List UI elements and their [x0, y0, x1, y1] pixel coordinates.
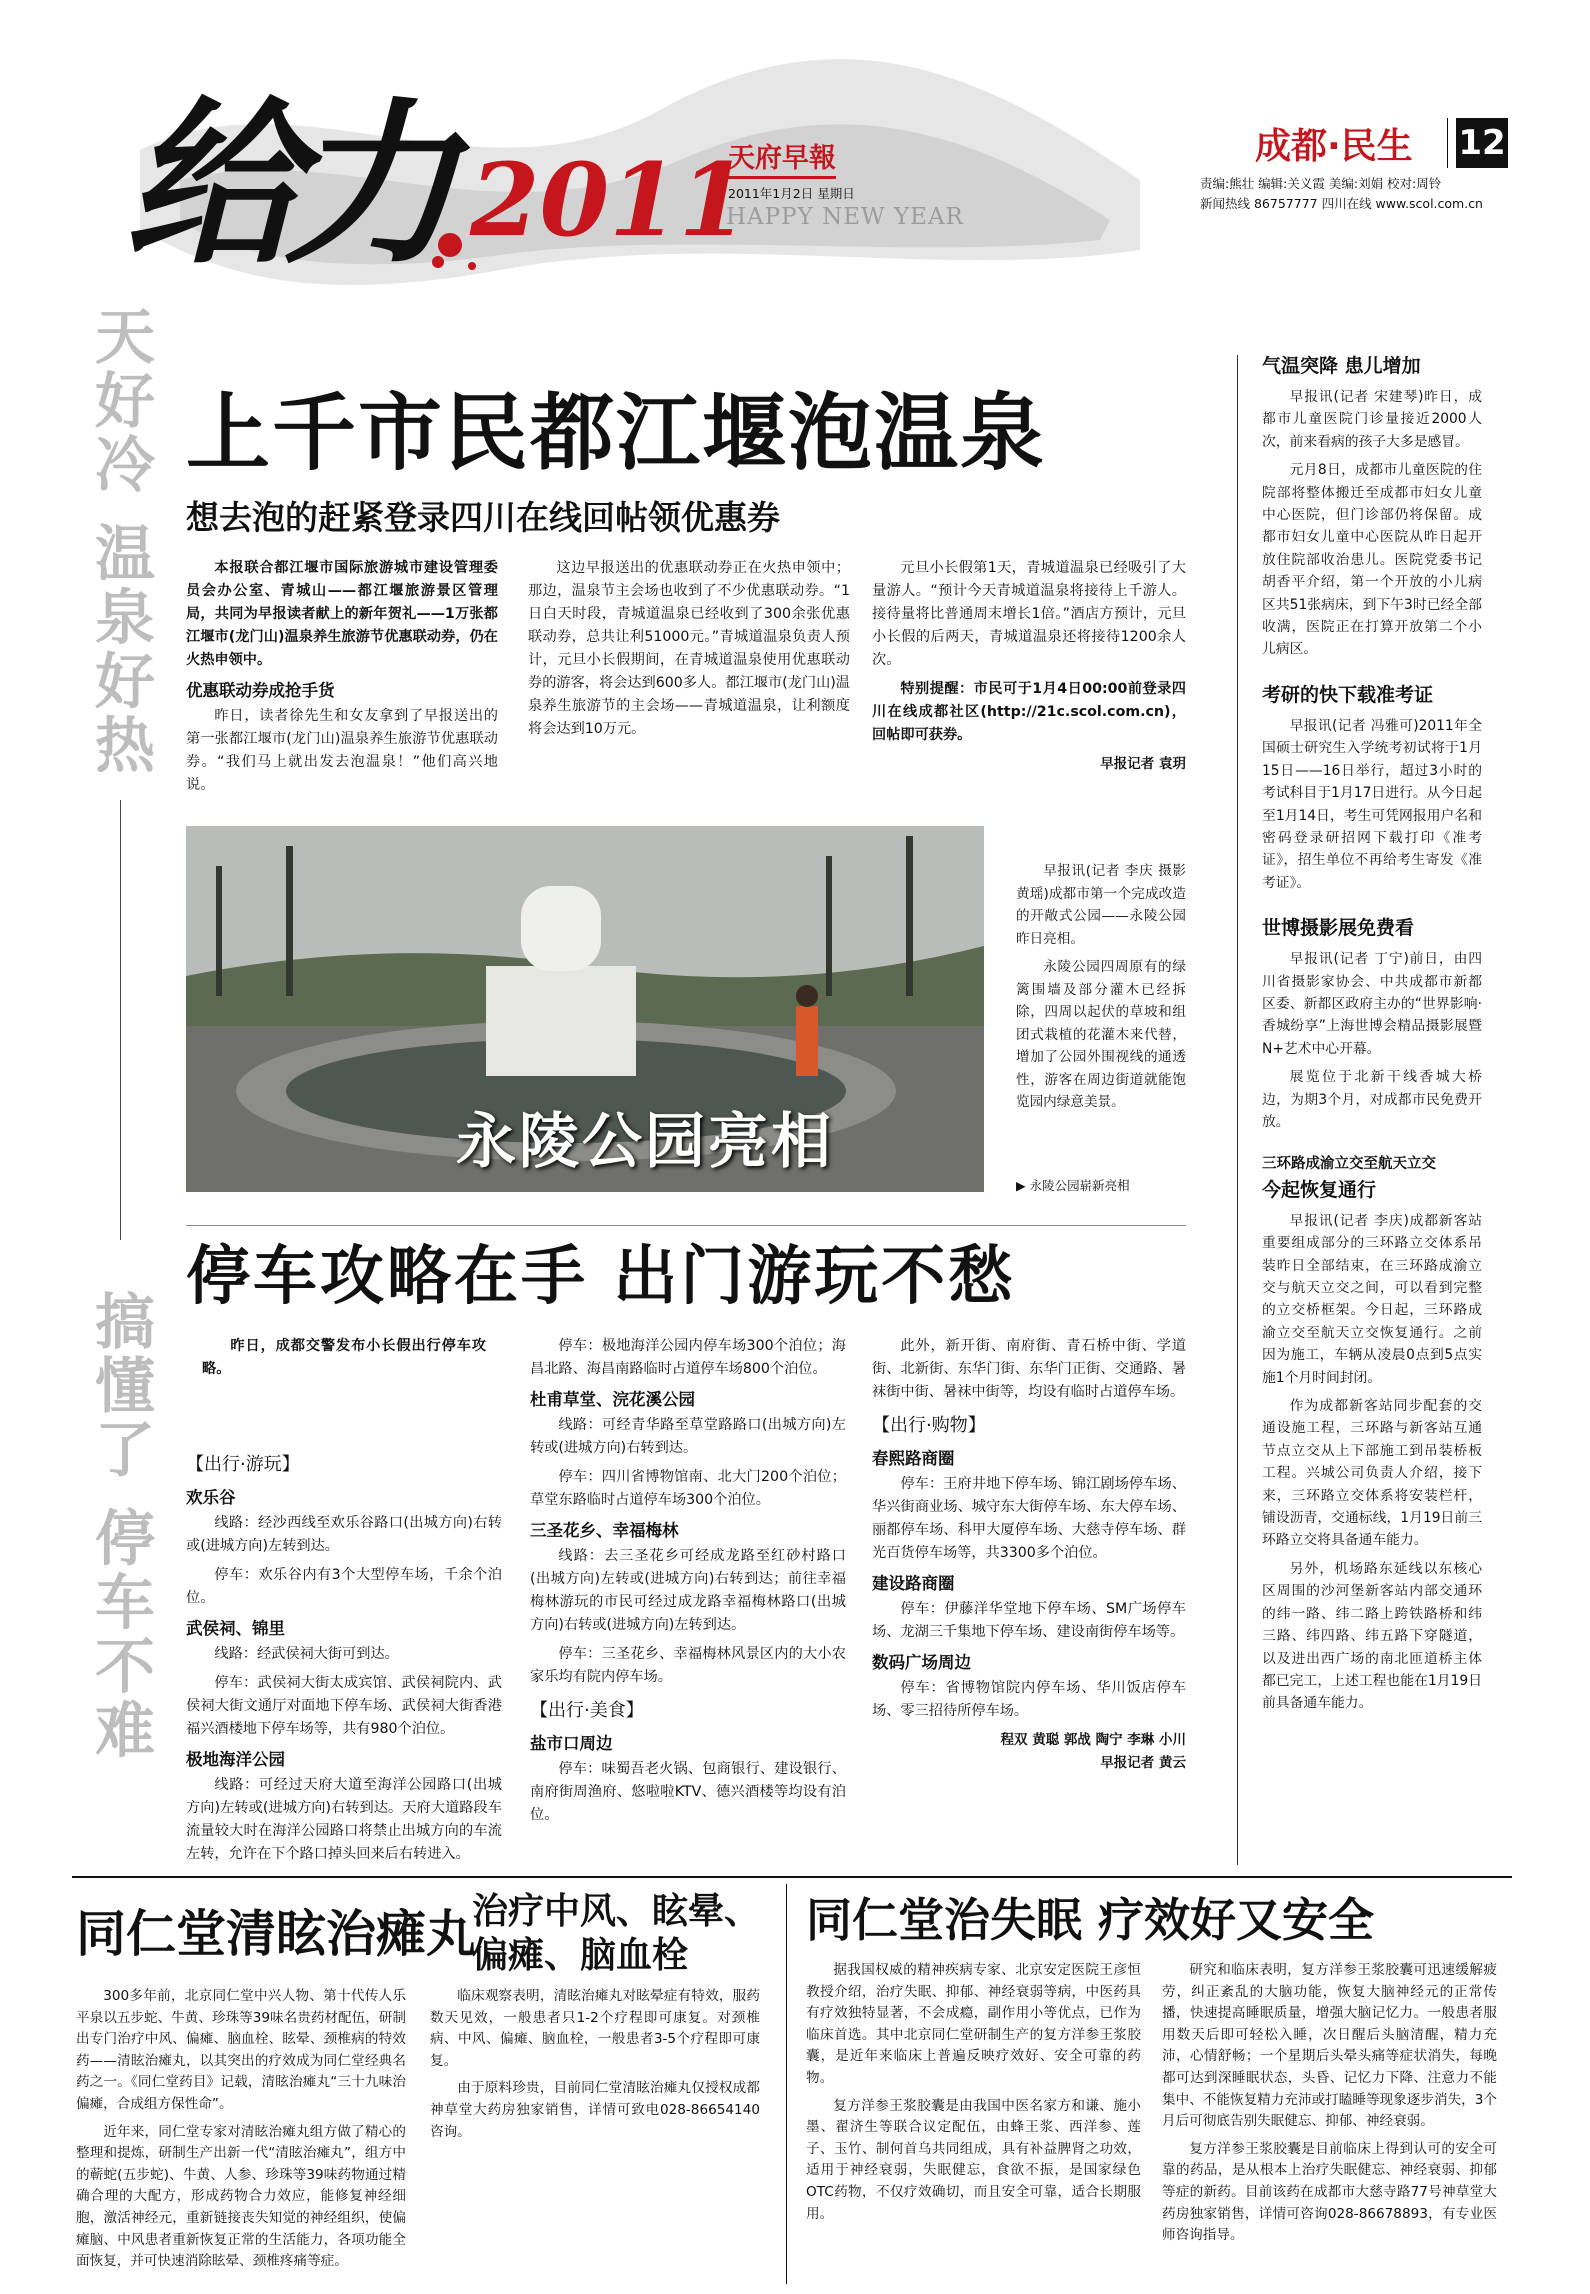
spot-title: 欢乐谷: [186, 1488, 236, 1507]
page-number: 12: [1456, 118, 1508, 168]
parking-text: 停车：极地海洋公园内停车场300个泊位；海昌北路、海昌南路临时占道停车场800个泊位。: [530, 1338, 846, 1377]
sidebar-item: [1262, 1153, 1482, 1714]
photo-story-text: [1016, 860, 1186, 1120]
ad-right-column-1: [806, 1960, 1141, 2231]
issue-date: 2011年1月2日 星期日: [728, 186, 855, 201]
special-reminder: 特别提醒：市民可于1月4日00:00前登录四川在线成都社区(http://21c.scol.com.cn)，回帖即可获券。: [872, 681, 1186, 743]
lead-byline: 早报记者 袁玥: [1100, 756, 1186, 772]
ad-left-headline: 同仁堂清眩治瘫丸: [76, 1905, 476, 1963]
ad-paragraph: 由于原料珍贵，目前同仁堂清眩治瘫丸仅授权成都神草堂大药房独家销售，详情可致电028-86654140咨询。: [430, 2080, 760, 2140]
parking-text: 停车：伊藤洋华堂地下停车场、SM广场停车场、龙湖三千集地下停车场、建设南街停车场等。: [872, 1601, 1186, 1640]
lead-column-2: [528, 557, 850, 747]
parking-text: 停车：四川省博物馆南、北大门200个泊位；草堂东路临时占道停车场300个泊位。: [530, 1469, 846, 1508]
sidebar-item: [1262, 352, 1482, 661]
section-shopping: 【出行·购物】: [872, 1415, 986, 1436]
greeting-text: HAPPY NEW YEAR: [726, 204, 964, 230]
ad-right-headline: 同仁堂治失眠 疗效好又安全: [806, 1893, 1375, 1947]
sidebar-paragraph: 早报讯(记者 丁宁)前日，由四川省摄影家协会、中共成都市新都区委、新都区政府主办的“世界影响·香城纷享”上海世博会精品摄影展暨N+艺术中心开幕。: [1262, 951, 1482, 1057]
section-name: 成都·民生: [1255, 126, 1413, 167]
sidebar-paragraph: 作为成都新客站同步配套的交通设施工程，三环路与新客站互通节点立交从上下部施工到吊装桥板工程。兴城公司负责人介绍，接下来，三环路立交体系将安装栏杆，铺设沥青，交通标线，1月19日前三环路立交将具备通车能力。: [1262, 1398, 1482, 1549]
parking-column-2: [530, 1335, 846, 1833]
spot-title: 春熙路商圈: [872, 1449, 955, 1468]
side-slogan-bottom: 搞懂了 停车不难: [85, 1290, 155, 1763]
route-text: 线路：经武侯祠大街可到达。: [214, 1646, 399, 1662]
photo-caption: [1016, 1176, 1130, 1194]
lead-lede: 本报联合都江堰市国际旅游城市建设管理委员会办公室、青城山——都江堰旅游景区管理局，共同为早报读者献上的新年贺礼——1万张都江堰市(龙门山)温泉养生旅游节优惠联动券，仍在火热申领中。: [186, 560, 498, 668]
staff-line: 责编:熊壮 编辑:关义霞 美编:刘娟 校对:周铃: [1200, 176, 1442, 191]
lead-paragraph: 昨日，读者徐先生和女友拿到了早报送出的第一张都江堰市(龙门山)温泉养生旅游节优惠联动券。“我们马上就出发去泡温泉！”他们高兴地说。: [186, 708, 498, 793]
lead-subtitle: 优惠联动券成抢手货: [186, 681, 335, 700]
lead-column-3: [872, 557, 1186, 776]
photo-overlay-title: 永陵公园亮相: [456, 1107, 834, 1177]
parking-text: 停车：三圣花乡、幸福梅林风景区内的大小农家乐均有院内停车场。: [530, 1646, 846, 1685]
spot-title: 武侯祠、锦里: [186, 1619, 285, 1638]
ad-divider: [786, 1884, 787, 2284]
parking-column-3: [872, 1335, 1186, 1775]
sidebar-item: [1262, 914, 1482, 1133]
ad-paragraph: 复方洋参王浆胶囊是由我国中医名家方和谦、施小墨、翟济生等联合议定配伍，由蜂王浆、西洋参、莲子、玉竹、制何首乌共同组成，具有补益脾肾之功效，适用于神经衰弱，失眠健忘，食欲不振，是国家绿色OTC药物，不仅疗效确切，而且安全可靠，适合长期服用。: [806, 2097, 1141, 2222]
parking-text: 停车：味蜀吾老火锅、包商银行、建设银行、南府街周渔府、悠啦啦KTV、德兴酒楼等均设有泊位。: [530, 1761, 846, 1823]
route-text: 线路：经沙西线至欢乐谷路口(出城方向)右转或(进城方向)左转到达。: [186, 1515, 502, 1554]
route-text: 线路：可经青华路至草堂路路口(出城方向)左转或(进城方向)右转到达。: [530, 1417, 846, 1456]
newspaper-logo: 天府早報: [728, 142, 836, 179]
photo-caption-text: 永陵公园崭新亮相: [1029, 1178, 1130, 1193]
hotline-line: 新闻热线 86757777 四川在线 www.scol.com.cn: [1200, 196, 1483, 211]
spot-title: 建设路商圈: [872, 1574, 955, 1593]
sidebar-paragraph: 元月8日，成都市儿童医院的住院部将整体搬迁至成都市妇女儿童中心医院，但门诊部仍将保留。成都市妇女儿童中心医院从昨日起开放住院部收治患儿。医院党委书记胡香平介绍，第一个开放的小儿病区共51张病床，到下午3时已经全部收满，医院正在打算开放第二个小儿病区。: [1262, 462, 1482, 658]
lead-column-1: [186, 557, 498, 803]
section-divider-line: [186, 1225, 1186, 1226]
ad-right-column-2: [1162, 1960, 1497, 2253]
section-food: 【出行·美食】: [530, 1700, 644, 1721]
route-text: 线路：可经过天府大道至海洋公园路口(出城方向)左转或(进城方向)右转到达。天府大道路段车流量较大时在海洋公园路口将禁止出城方向的车流左转，允许在下个路口掉头回来后右转进入。: [186, 1777, 502, 1862]
parking-text: 停车：王府井地下停车场、锦江剧场停车场、华兴街商业场、城守东大街停车场、东大停车场、丽都停车场、科甲大厦停车场、大慈寺停车场、群光百货停车场等，共3300多个泊位。: [872, 1476, 1186, 1561]
spot-title: 杜甫草堂、浣花溪公园: [530, 1390, 695, 1409]
ad-left-tagline: 治疗中风、眩晕、: [472, 1891, 761, 1932]
ad-paragraph: 近年来，同仁堂专家对清眩治瘫丸组方做了精心的整理和提炼，研制生产出新一代“清眩治瘫丸”，组方中的蕲蛇(五步蛇)、牛黄、人参、珍珠等39味药物通过精确合理的大配方，形成药物合力效应，能修复神经细胞，激活神经元，重新链接丧失知觉的神经组织，使偏瘫脑、中风患者重新恢复正常的生活能力，各项功能全面恢复，并可快速消除眩晕、颈椎疼痛等症。: [76, 2123, 406, 2270]
parking-text: 停车：欢乐谷内有3个大型停车场，千余个泊位。: [186, 1567, 502, 1606]
sidebar-item-title: 世博摄影展免费看: [1262, 917, 1415, 940]
spot-title: 三圣花乡、幸福梅林: [530, 1521, 679, 1540]
lead-subhead: 想去泡的赶紧登录四川在线回帖领优惠券: [186, 498, 780, 537]
parking-text: 此外，新开街、南府街、青石桥中街、学道街、北新街、东华门街、东华门正街、交通路、暑袜街中街、暑袜中街等，均设有临时占道停车场。: [872, 1338, 1186, 1400]
ad-right: [800, 1886, 1512, 2286]
ad-paragraph: 据我国权威的精神疾病专家、北京安定医院王彦恒教授介绍，治疗失眠、抑郁、神经衰弱等病，中医药具有疗效独特显著，不会成瘾，副作用小等优点，已作为临床首选。其中北京同仁堂研制生产的复方洋参王浆胶囊，是近年来临床上普遍反映疗效好、安全可靠的药物。: [806, 1962, 1141, 2086]
sidebar-paragraph: 早报讯(记者 宋建琴)昨日，成都市儿童医院门诊量接近2000人次，前来看病的孩子大多是感冒。: [1262, 389, 1482, 450]
ad-paragraph: 研究和临床表明，复方洋参王浆胶囊可迅速缓解疲劳，纠正紊乱的大脑功能，恢复大脑神经元的正常传播，快速提高睡眠质量，增强大脑记忆力。一般患者服用数天后即可轻松入睡，次日醒后头脑清醒，精力充沛，心情舒畅；一个星期后头晕头痛等症状消失，每晚都可达到深睡眠状态，头昏、记忆力下降、注意力不能集中、不能恢复精力充沛或打瞌睡等现象逐步消失，3个月后可彻底告别失眠健忘、抑郁、神经衰弱。: [1162, 1962, 1497, 2130]
sidebar-item-title: 今起恢复通行: [1262, 1178, 1377, 1201]
photo-story-paragraph: 永陵公园四周原有的绿篱围墙及部分灌木已经拆除，四周以起伏的草坡和组团式栽植的花灌木来代替，增加了公园外围视线的通透性，游客在周边街道就能饱览园内绿意美景。: [1016, 959, 1186, 1110]
parking-text: 停车：省博物馆院内停车场、华川饭店停车场、零三招待所停车场。: [872, 1680, 1186, 1719]
masthead: [0, 0, 1590, 300]
photo-story-lede: 早报讯(记者 李庆 摄影 黄瑶)成都市第一个完成改造的开敞式公园——永陵公园昨日亮相。: [1016, 863, 1186, 947]
section-divider: [1447, 118, 1448, 168]
sidebar-item-title: 考研的快下载准考证: [1262, 683, 1434, 706]
parking-headline: 停车攻略在手 出门游玩不愁: [186, 1240, 1016, 1314]
lead-paragraph: 这边早报送出的优惠联动券正在火热申领中；那边，温泉节主会场也收到了不少优惠联动券。“1日白天时段，青城道温泉已经收到了300余张优惠联动券，总共让利51000元。”青城道温泉负责人预计，元旦小长假期间，在青城道温泉使用优惠联动券的游客，将会达到600多人。都江堰市(龙门山)温泉养生旅游节的主会场——青城道温泉，让利额度将会达到10万元。: [528, 560, 850, 737]
ad-left-column-2: [430, 1986, 760, 2149]
sidebar-item-title: 气温突降 患儿增加: [1262, 355, 1421, 377]
ad-paragraph: 300多年前，北京同仁堂中兴人物、第十代传人乐平泉以五步蛇、牛黄、珍珠等39味名贵药材配伍，研制出专门治疗中风、偏瘫、脑血栓、眩晕、颈椎病的特效药——清眩治瘫丸，以其突出的疗效成为同仁堂经典名药之一。《同仁堂药目》记载，清眩治瘫丸“三十九味治偏瘫，合成组方保性命”。: [76, 1988, 406, 2112]
section-travel: 【出行·游玩】: [186, 1454, 300, 1475]
lead-paragraph: 元旦小长假第1天，青城道温泉已经吸引了大量游人。“预计今天青城道温泉将接待上千游人。接待量将比普通周末增长1倍。”酒店方预计，元旦小长假的后两天，青城道温泉还将接待1200余人次。: [872, 560, 1186, 668]
ad-left-tagline: 偏瘫、脑血栓: [472, 1935, 689, 1976]
sidebar-paragraph: 另外，机场路东延线以东核心区周围的沙河堡新客站内部交通环的纬一路、纬二路上跨铁路桥和纬三路、纬四路、纬五路下穿隧道，以及进出西广场的南北匝道桥主体都已完工，上述工程也能在1月19日前具备通车能力。: [1262, 1560, 1482, 1712]
caption-arrow-icon: ▶: [1016, 1178, 1030, 1193]
parking-column-1: [186, 1335, 502, 1872]
column-rule: [1237, 355, 1238, 1865]
sidebar-item: [1262, 681, 1482, 894]
slogan-rule: [120, 800, 121, 1240]
lead-headline: 上千市民都江堰泡温泉: [186, 384, 1047, 482]
parking-text: 停车：武侯祠大街太成宾馆、武侯祠院内、武侯祠大街文通厅对面地下停车场、武侯祠大街香港福兴酒楼地下停车场等，共有980个泊位。: [186, 1675, 502, 1737]
masthead-calligraphy: 给力: [125, 81, 442, 288]
side-slogan-top: 天好冷 温泉好热: [85, 305, 155, 778]
parking-lede: 昨日，成都交警发布小长假出行停车攻略。: [202, 1338, 486, 1377]
sidebar-paragraph: 展览位于北新干线香城大桥边，为期3个月，对成都市民免费开放。: [1262, 1069, 1482, 1130]
spot-title: 盐市口周边: [530, 1734, 613, 1753]
ad-left: [72, 1886, 772, 2286]
spot-title: 极地海洋公园: [186, 1750, 285, 1769]
sidebar-paragraph: 早报讯(记者 冯雅可)2011年全国硕士研究生入学统考初试将于1月15日——16日举行，超过3小时的考试科目于1月17日进行。从今日起至1月14日，考生可凭网报用户名和密码登录研招网下载打印《准考证》，招生单位不再给考生寄发《准考证》。: [1262, 717, 1482, 891]
ad-paragraph: 复方洋参王浆胶囊是目前临床上得到认可的安全可靠的药品，是从根本上治疗失眠健忘、神经衰弱、抑郁等症的新药。目前该药在成都市大慈寺路77号神草堂大药房独家销售，详情可咨询028-86678893，有专业医师咨询指导。: [1162, 2140, 1497, 2244]
route-text: 线路：去三圣花乡可经成龙路至红砂村路口(出城方向)左转或(进城方向)右转到达；前往幸福梅林游玩的市民可经过成龙路幸福梅林路口(出城方向)右转或(进城方向)左转到达。: [530, 1548, 846, 1633]
masthead-year: 2011: [470, 141, 749, 259]
ad-rule: [72, 1876, 1512, 1878]
ad-paragraph: 临床观察表明，清眩治瘫丸对眩晕症有特效，服药数天见效，一般患者只1-2个疗程即可康复。对颈椎病、中风、偏瘫、脑血栓，一般患者3-5个疗程即可康复。: [430, 1988, 760, 2069]
spot-title: 数码广场周边: [872, 1653, 971, 1672]
park-photo: [186, 826, 984, 1192]
ad-left-column-1: [76, 1986, 406, 2279]
parking-authors: 程双 黄聪 郭战 陶宁 李琳 小川: [1000, 1732, 1186, 1748]
sidebar-item-kicker: 三环路成渝立交至航天立交: [1262, 1156, 1436, 1173]
sidebar: [1262, 352, 1482, 1735]
parking-byline: 早报记者 黄云: [1100, 1755, 1186, 1771]
sidebar-paragraph: 早报讯(记者 李庆)成都新客站重要组成部分的三环路立交体系吊装昨日全部结束，在三环路成渝立交与航天立交之间，可以看到完整的立交桥框架。今日起，三环路成渝立交至航天立交恢复通行。之前因为施工，车辆从凌晨0点到5点实施1个月时间封闭。: [1262, 1212, 1482, 1386]
